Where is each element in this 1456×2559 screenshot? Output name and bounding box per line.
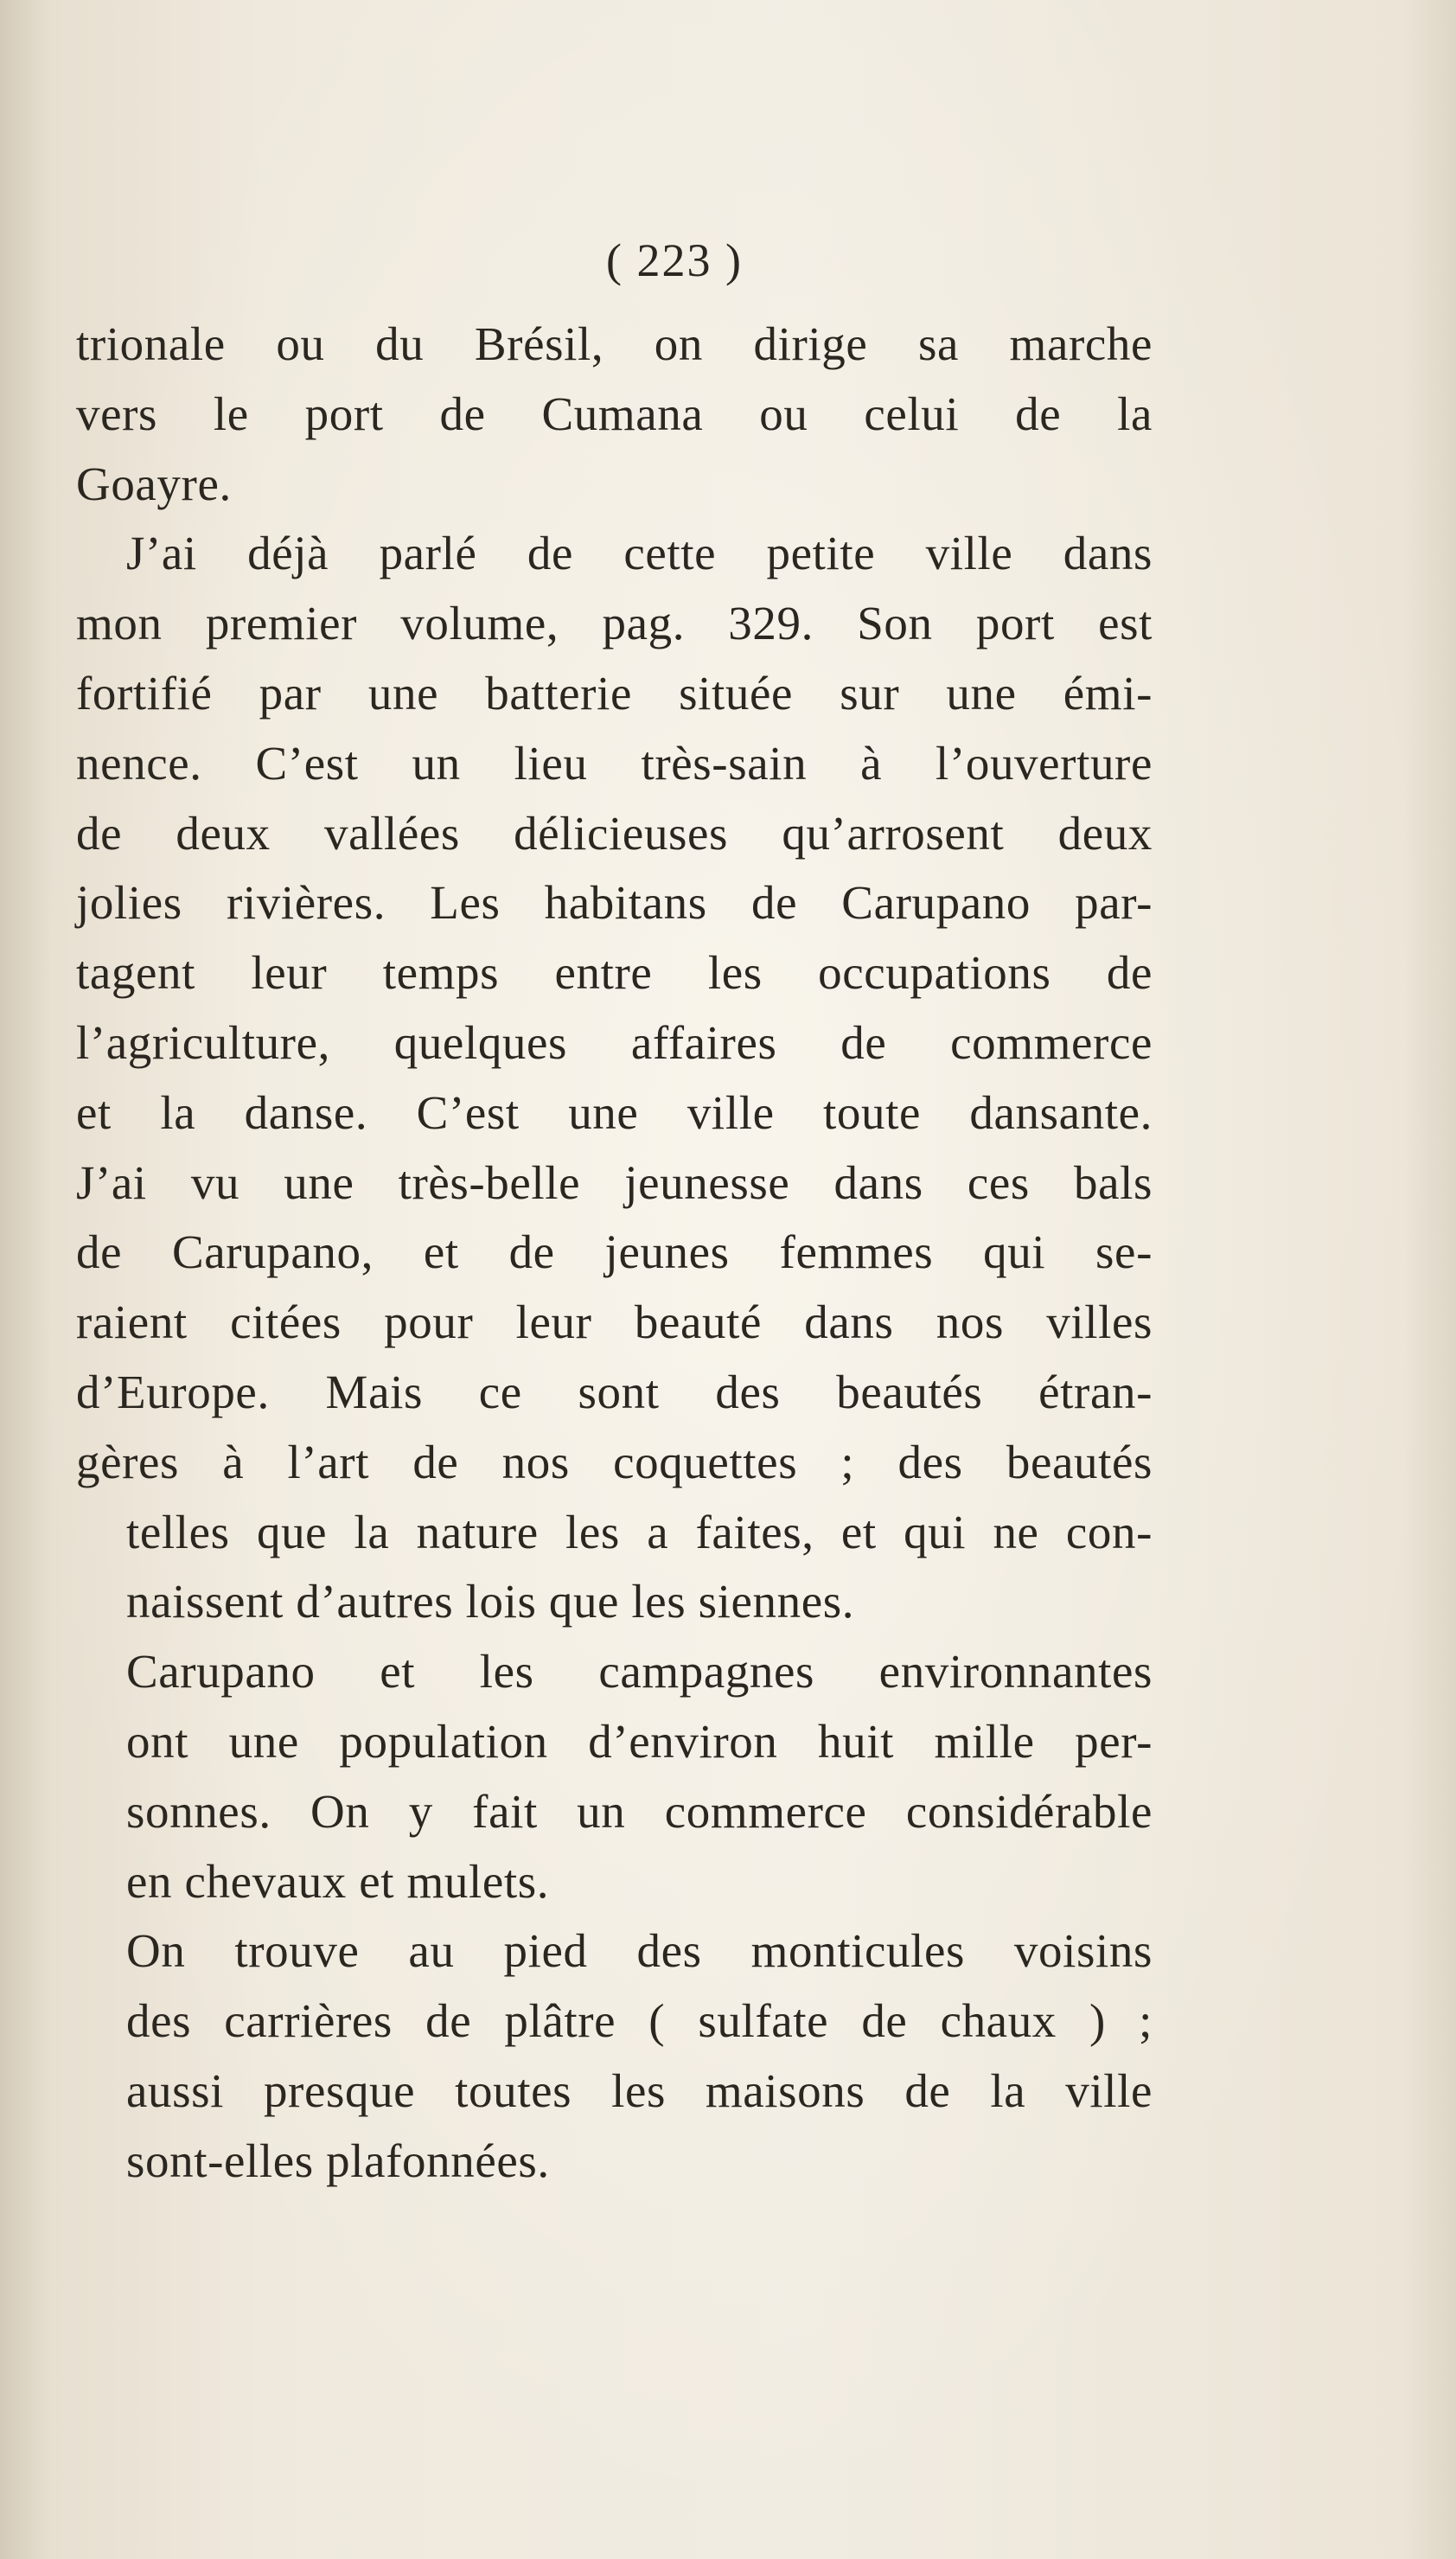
text-line: J’ai vu une très-belle jeunesse dans ces bals — [76, 1155, 1153, 1209]
text-line: aussi presque toutes les maisons de la ville — [126, 2063, 1153, 2117]
text-line: l’agriculture, quelques affaires de commerce — [76, 1015, 1153, 1069]
text-line: mon premier volume, pag. 329. Son port est — [76, 597, 1153, 650]
text-line: de Carupano, et de jeunes femmes qui se- — [76, 1225, 1153, 1279]
text-line: de deux vallées délicieuses qu’arrosent deux — [76, 806, 1153, 860]
paragraph — [76, 1637, 1153, 1916]
text-line: jolies rivières. Les habitans de Carupano par- — [76, 876, 1153, 930]
text-line: et la danse. C’est une ville toute dansante. — [76, 1085, 1153, 1139]
text-line: vers le port de Cumana ou celui de la — [76, 387, 1153, 440]
text-line: en chevaux et mulets. — [126, 1854, 550, 1908]
text-line: gères à l’art de nos coquettes ; des beautés — [76, 1435, 1153, 1488]
text-line: tagent leur temps entre les occupations de — [76, 946, 1153, 1000]
paragraph — [76, 519, 1153, 1637]
text-line: ont une population d’environ huit mille per- — [126, 1714, 1153, 1768]
text-line: naissent d’autres lois que les siennes. — [126, 1575, 855, 1628]
page-number: ( 223 ) — [606, 234, 743, 286]
text-line: nence. C’est un lieu très-sain à l’ouverture — [76, 736, 1153, 790]
page-edge-shadow-right — [1404, 0, 1456, 2559]
text-line: J’ai déjà parlé de cette petite ville dans — [126, 527, 1153, 580]
text-line: d’Europe. Mais ce sont des beautés étran- — [76, 1365, 1153, 1418]
text-line: Goayre. — [76, 457, 232, 510]
text-line: raient citées pour leur beauté dans nos villes — [76, 1295, 1153, 1349]
text-line: sonnes. On y fait un commerce considérable — [126, 1784, 1153, 1838]
paragraph — [76, 1916, 1153, 2196]
text-line: trionale ou du Brésil, on dirige sa marche — [76, 317, 1153, 370]
text-line: On trouve au pied des monticules voisins — [126, 1924, 1153, 1978]
text-line: fortifié par une batterie située sur une émi- — [76, 666, 1153, 720]
text-line: des carrières de plâtre ( sulfate de chaux ) ; — [126, 1994, 1153, 2048]
text-line: sont-elles plafonnées. — [126, 2134, 550, 2187]
body-text — [76, 310, 1153, 2197]
text-line: telles que la nature les a faites, et qui ne con- — [126, 1505, 1153, 1558]
text-line: Carupano et les campagnes environnantes — [126, 1645, 1153, 1699]
paragraph — [76, 310, 1153, 519]
page-edge-shadow-left — [0, 0, 52, 2559]
